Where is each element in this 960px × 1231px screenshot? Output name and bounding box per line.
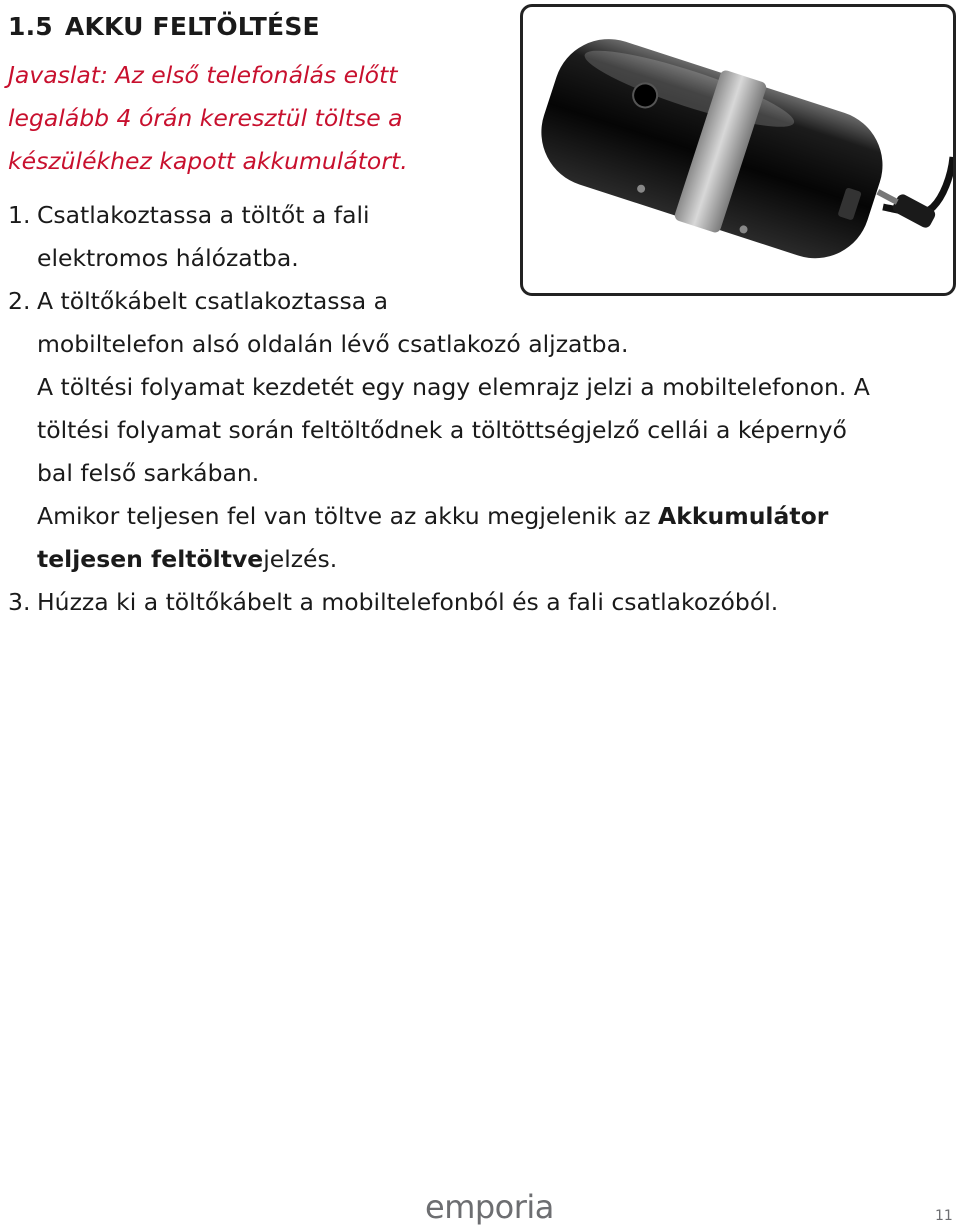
brand-logo: emporia (425, 1188, 554, 1226)
step-text: Csatlakoztassa a töltőt a fali (37, 201, 370, 229)
step-text: A töltőkábelt csatlakoztassa a (37, 287, 389, 315)
instruction-steps (8, 194, 953, 624)
step-text: A töltési folyamat kezdetét egy nagy elemrajz jelzi a mobiltelefonon. A (37, 373, 870, 401)
battery-full-label: Akkumulátor (658, 502, 829, 530)
tip-text (8, 54, 508, 183)
step-text: elektromos hálózatba. (37, 244, 299, 272)
step-text: Húzza ki a töltőkábelt a mobiltelefonból és a fali csatlakozóból. (37, 588, 779, 616)
tip-line: legalább 4 órán keresztül töltse a (8, 104, 403, 132)
tip-line: Javaslat: Az első telefonálás előtt (8, 61, 398, 89)
step-text: mobiltelefon alsó oldalán lévő csatlakozó aljzatba. (37, 330, 629, 358)
section-title: AKKU FELTÖLTÉSE (64, 12, 320, 41)
battery-full-label: teljesen feltöltve (37, 545, 264, 573)
section-number: 1.5 (8, 12, 53, 41)
step-number: 2. (8, 287, 31, 315)
step-text-part: jelzés. (263, 545, 338, 573)
tip-line: készülékhez kapott akkumulátort. (8, 147, 408, 175)
step-number: 1. (8, 201, 31, 229)
step-text-part: Amikor teljesen fel van töltve az akku megjelenik az (37, 502, 659, 530)
step-number: 3. (8, 588, 31, 616)
step-2 (8, 280, 953, 323)
section-heading (8, 12, 320, 41)
step-text: bal felső sarkában. (37, 459, 260, 487)
step-text (8, 495, 953, 538)
page-number: 11 (935, 1208, 953, 1224)
step-3 (8, 581, 953, 624)
step-text: töltési folyamat során feltöltődnek a töltöttségjelző cellái a képernyő (37, 416, 847, 444)
step-1 (8, 194, 953, 237)
step-text (8, 538, 953, 581)
